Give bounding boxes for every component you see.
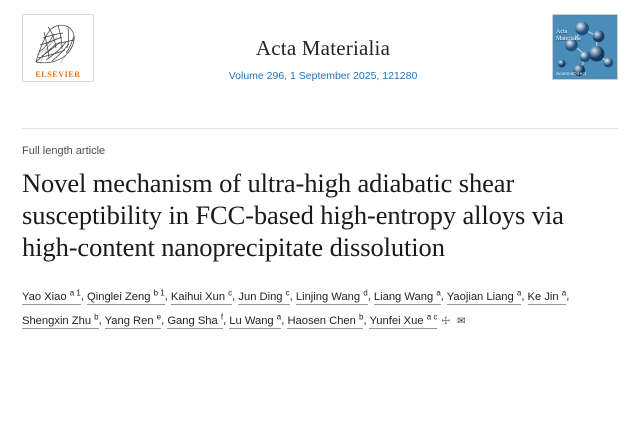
author-affiliation-marker[interactable]: a — [436, 288, 441, 297]
author-name[interactable] — [22, 288, 81, 305]
author-name[interactable] — [238, 288, 290, 305]
author-affiliation-marker[interactable]: a — [516, 288, 522, 297]
cover-title-line2: Materialia — [556, 36, 581, 42]
author-label: Haosen Chen — [287, 314, 359, 327]
author-label: Yaojian Liang — [446, 290, 517, 303]
author-affiliation-marker[interactable]: e — [156, 312, 162, 322]
author-affiliation-marker[interactable]: d — [363, 288, 368, 297]
author-affiliation-marker[interactable]: f — [220, 312, 224, 322]
page-header — [0, 0, 640, 118]
author-name[interactable] — [229, 312, 282, 329]
author-name[interactable] — [446, 288, 522, 305]
author-separator: , — [164, 290, 171, 303]
author-separator: , — [98, 314, 105, 327]
author-separator: , — [363, 314, 370, 327]
author-name[interactable] — [373, 288, 441, 305]
journal-issue-line[interactable]: Volume 296, 1 September 2025, 121280 — [228, 70, 418, 82]
author-label: Liang Wang — [373, 290, 437, 303]
journal-heading — [94, 14, 552, 82]
author-name[interactable] — [167, 312, 224, 329]
author-separator: , — [161, 314, 168, 327]
author-label: Yang Ren — [104, 314, 157, 327]
author-affiliation-marker[interactable]: c — [285, 288, 290, 297]
author-name[interactable] — [22, 312, 99, 329]
author-label: Ke Jin — [527, 290, 562, 303]
author-label: Yunfei Xue — [369, 314, 427, 327]
author-name[interactable] — [104, 312, 162, 329]
author-name[interactable] — [369, 312, 438, 329]
author-affiliation-marker[interactable]: a — [276, 312, 282, 322]
author-label: Qinglei Zeng — [87, 290, 154, 303]
author-name[interactable] — [287, 312, 364, 329]
author-separator: , — [232, 290, 239, 303]
cover-footer: ScienceDirect — [556, 71, 587, 76]
article-type-label: Full length article — [22, 145, 106, 157]
author-label: Yao Xiao — [22, 290, 70, 303]
author-name[interactable] — [295, 288, 368, 305]
author-affiliation-marker[interactable]: b — [358, 312, 364, 322]
author-separator: , — [566, 290, 570, 303]
author-label: Shengxin Zhu — [22, 314, 95, 327]
journal-cover-image[interactable] — [552, 14, 618, 80]
author-name[interactable] — [527, 288, 570, 305]
article-body — [0, 129, 640, 331]
author-label: Jun Ding — [238, 290, 286, 303]
elsevier-wordmark: ELSEVIER — [35, 70, 81, 79]
author-affiliation-marker[interactable]: b — [94, 312, 99, 322]
molecule-icon — [553, 15, 617, 79]
cover-title-line1: Acta — [556, 29, 568, 35]
author-separator: , — [440, 290, 447, 303]
corresponding-author-icons[interactable]: ☩ ✉ — [441, 315, 468, 327]
author-affiliation-marker[interactable]: c — [228, 288, 233, 297]
author-separator: , — [289, 290, 296, 303]
author-label: Gang Sha — [167, 314, 221, 327]
page-title: Novel mechanism of ultra-high adiabatic shear susceptibility in FCC-based high-entropy alloys via high-content nanoprecipitate dissolution — [22, 168, 564, 262]
author-separator: , — [521, 290, 528, 303]
author-label: Kaihui Xun — [170, 290, 229, 303]
author-label: Lu Wang — [229, 314, 277, 327]
author-separator: , — [80, 290, 88, 303]
elsevier-tree-icon — [30, 18, 86, 68]
author-separator: , — [223, 314, 230, 327]
author-affiliation-marker[interactable]: a 1 — [69, 288, 81, 297]
author-label: Linjing Wang — [295, 290, 364, 303]
cover-title — [556, 29, 581, 43]
author-affiliation-marker[interactable]: a c — [426, 312, 438, 322]
author-list — [22, 283, 602, 331]
author-affiliation-marker[interactable]: a — [561, 288, 567, 297]
author-separator: , — [367, 290, 374, 303]
author-name[interactable] — [87, 288, 165, 305]
author-affiliation-marker[interactable]: b 1 — [153, 288, 165, 297]
author-separator: , — [281, 314, 288, 327]
journal-title[interactable]: Acta Materialia — [255, 36, 391, 60]
elsevier-logo[interactable] — [22, 14, 94, 82]
author-name[interactable] — [170, 288, 233, 305]
